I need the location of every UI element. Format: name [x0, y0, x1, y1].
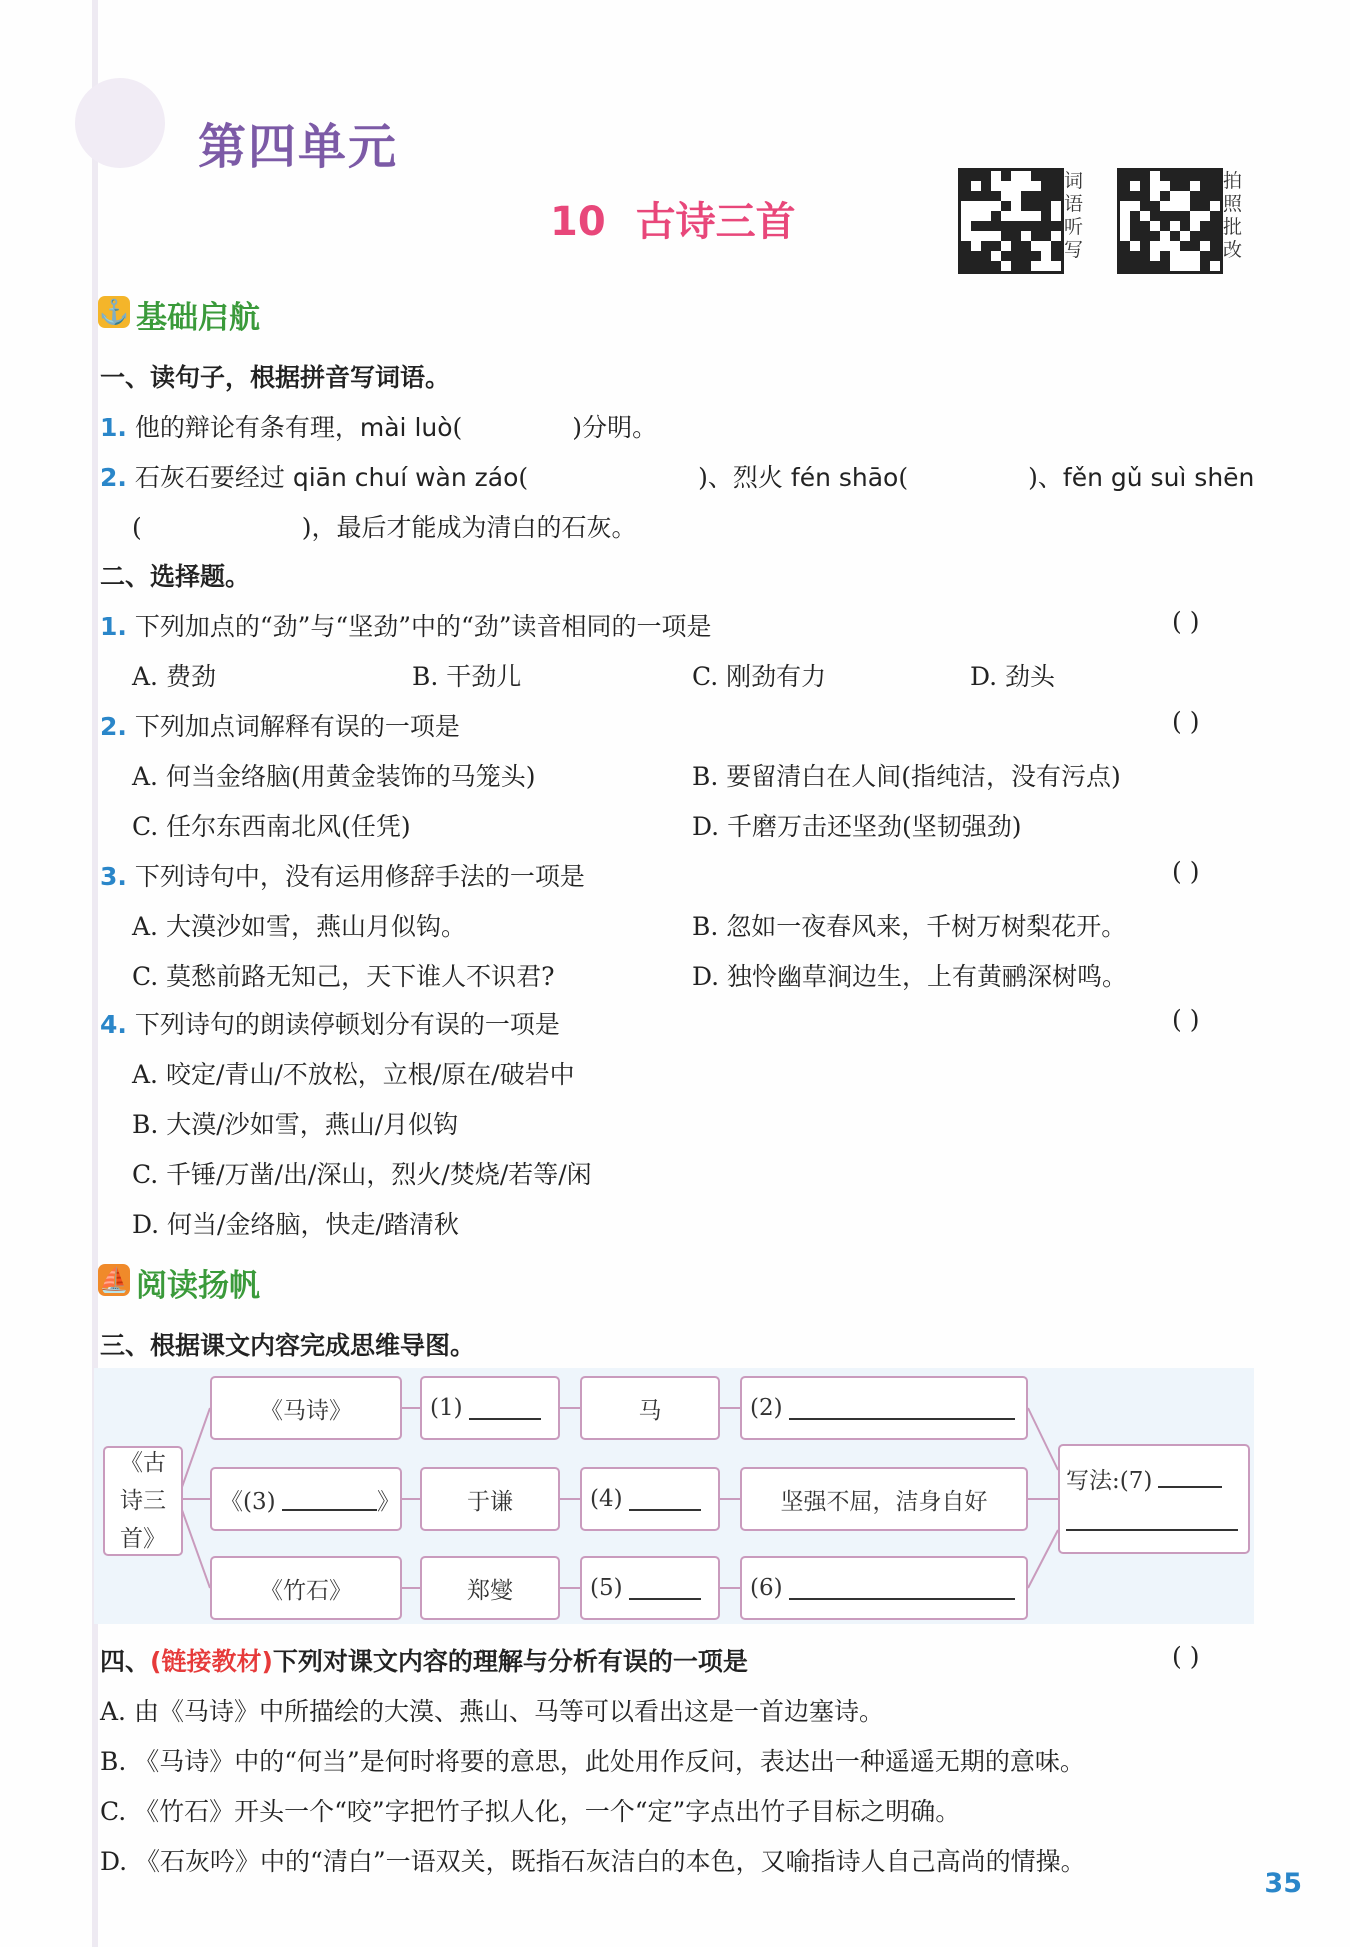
part2-q1-option-c: C. 刚劲有力: [692, 662, 827, 691]
mind-map-author-3: 郑燮: [420, 1556, 560, 1620]
mind-map-image-2[interactable]: (4): [580, 1467, 720, 1531]
part1-heading: 一、读句子，根据拼音写词语。: [100, 363, 451, 392]
part4-option-d: D. 《石灰吟》中的“清白”一语双关，既指石灰洁白的本色，又喻指诗人自己高尚的情操。: [100, 1847, 1086, 1876]
mind-map-meaning-1[interactable]: (2): [740, 1376, 1028, 1440]
part1-q1: 1. 他的辩论有条有理，mài luò( )分明。: [100, 413, 658, 442]
part4-option-b: B. 《马诗》中的“何当”是何时将要的意思，此处用作反问，表达出一种遥遥无期的意味。: [100, 1747, 1085, 1776]
part2-q2: 2. 下列加点词解释有误的一项是: [100, 712, 460, 741]
qr-label-grading: 拍 照 批 改: [1223, 170, 1243, 261]
section-title-basics: 基础启航: [136, 300, 260, 336]
part2-q2-option-a: A. 何当金络脑(用黄金装饰的马笼头): [132, 762, 536, 791]
mind-map-meaning-3[interactable]: (6): [740, 1556, 1028, 1620]
answer-paren[interactable]: ( ): [1172, 607, 1200, 636]
part2-q4-option-c: C. 千锤/万凿/出/深山，烈火/焚烧/若等/闲: [132, 1160, 592, 1189]
part2-q3-option-a: A. 大漠沙如雪，燕山月似钩。: [132, 912, 466, 941]
part2-heading: 二、选择题。: [100, 562, 251, 591]
part4-option-a: A. 由《马诗》中所描绘的大漠、燕山、马等可以看出这是一首边塞诗。: [100, 1697, 884, 1726]
page-number: 35: [1264, 1868, 1302, 1899]
answer-paren[interactable]: ( ): [1172, 857, 1200, 886]
part2-q4: 4. 下列诗句的朗读停顿划分有误的一项是: [100, 1010, 560, 1039]
mind-map-root: 《古诗三首》: [103, 1446, 183, 1556]
part2-q3-option-d: D. 独怜幽草涧边生，上有黄鹂深树鸣。: [692, 962, 1128, 991]
answer-paren[interactable]: ( ): [1172, 1642, 1200, 1671]
part1-q2-line2: ( )，最后才能成为清白的石灰。: [132, 513, 637, 542]
mind-map-meaning-2: 坚强不屈，洁身自好: [740, 1467, 1028, 1531]
part2-q4-option-a: A. 咬定/青山/不放松，立根/原在/破岩中: [132, 1060, 575, 1089]
section-title-reading: 阅读扬帆: [136, 1268, 260, 1304]
mind-map-poem-3: 《竹石》: [210, 1556, 402, 1620]
mind-map-writing-method[interactable]: 写法:(7): [1058, 1444, 1250, 1554]
mind-map-image-3[interactable]: (5): [580, 1556, 720, 1620]
part3-heading: 三、根据课文内容完成思维导图。: [100, 1331, 476, 1360]
part2-q2-option-b: B. 要留清白在人间(指纯洁，没有污点): [692, 762, 1121, 791]
mind-map-poem-2[interactable]: 《(3) 》: [210, 1467, 402, 1531]
part2-q2-option-c: C. 任尔东西南北风(任凭): [132, 812, 411, 841]
answer-paren[interactable]: ( ): [1172, 1005, 1200, 1034]
answer-paren[interactable]: ( ): [1172, 707, 1200, 736]
part2-q3-option-c: C. 莫愁前路无知己，天下谁人不识君?: [132, 962, 555, 991]
anchor-icon: ⚓: [99, 297, 129, 326]
lesson-number: 10: [550, 199, 606, 245]
part2-q1-option-b: B. 干劲儿: [412, 662, 522, 691]
part4-option-c: C. 《竹石》开头一个“咬”字把竹子拟人化，一个“定”字点出竹子目标之明确。: [100, 1797, 961, 1826]
part2-q3: 3. 下列诗句中，没有运用修辞手法的一项是: [100, 862, 585, 891]
textbook-link-tag: (链接教材): [150, 1647, 273, 1676]
qr-label-dictation: 词 语 听 写: [1064, 170, 1084, 261]
part2-q3-option-b: B. 忽如一夜春风来，千树万树梨花开。: [692, 912, 1127, 941]
part2-q4-option-d: D. 何当/金络脑，快走/踏清秋: [132, 1210, 459, 1239]
part2-q1-option-d: D. 劲头: [970, 662, 1056, 691]
unit-title: 第四单元: [198, 119, 399, 175]
part2-q1: 1. 下列加点的“劲”与“坚劲”中的“劲”读音相同的一项是: [100, 612, 712, 641]
part2-q4-option-b: B. 大漠/沙如雪，燕山/月似钩: [132, 1110, 459, 1139]
mind-map-poem-1: 《马诗》: [210, 1376, 402, 1440]
part2-q1-option-a: A. 费劲: [132, 662, 216, 691]
part4-heading: 四、(链接教材)下列对课文内容的理解与分析有误的一项是: [100, 1647, 748, 1676]
lesson-name: 古诗三首: [635, 199, 796, 245]
sail-icon: ⛵: [99, 1265, 129, 1294]
mind-map-author-2: 于谦: [420, 1467, 560, 1531]
mind-map-author-1[interactable]: (1): [420, 1376, 560, 1440]
part2-q2-option-d: D. 千磨万击还坚劲(坚韧强劲): [692, 812, 1022, 841]
mind-map-image-1: 马: [580, 1376, 720, 1440]
part1-q2: 2. 石灰石要经过 qiān chuí wàn záo( )、烈火 fén shāo( )、fěn gǔ suì shēn: [100, 463, 1255, 492]
